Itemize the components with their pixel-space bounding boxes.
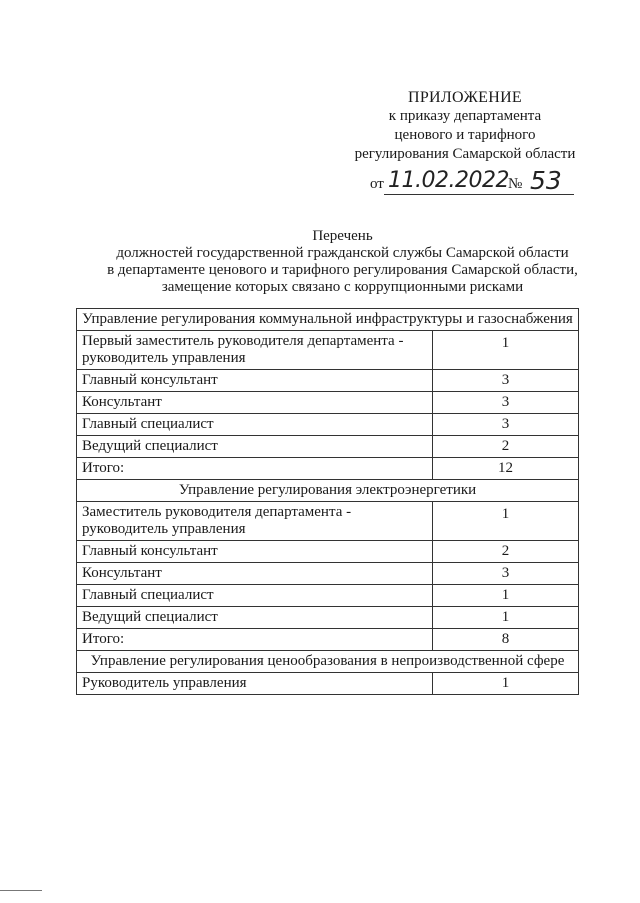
positions-table [76, 308, 579, 695]
count-cell: 3 [433, 414, 579, 436]
table-row [77, 414, 579, 436]
order-from-label: от [370, 176, 384, 192]
count-cell: 1 [433, 502, 579, 541]
table-row [77, 370, 579, 392]
position-cell: Главный специалист [77, 414, 433, 436]
order-number: 53 [530, 166, 562, 195]
position-cell: Первый заместитель руководителя департамента - руководитель управления [77, 331, 433, 370]
order-number-sign: № [508, 176, 523, 192]
page-edge-mark [0, 890, 42, 891]
section-title: Управление регулирования ценообразования в непроизводственной сфере [77, 651, 579, 673]
count-cell: 2 [433, 541, 579, 563]
count-cell: 1 [433, 585, 579, 607]
section-title: Управление регулирования электроэнергетики [77, 480, 579, 502]
position-cell: Заместитель руководителя департамента - руководитель управления [77, 502, 433, 541]
heading-line-3: в департаменте ценового и тарифного регулирования Самарской области, [107, 262, 578, 278]
count-cell: 8 [433, 629, 579, 651]
position-cell: Консультант [77, 392, 433, 414]
table-row [77, 392, 579, 414]
heading-line-2: должностей государственной гражданской службы Самарской области [116, 245, 569, 261]
table-row [77, 331, 579, 370]
appendix-line-3: регулирования Самарской области [354, 146, 576, 162]
table-row [77, 673, 579, 695]
position-cell: Руководитель управления [77, 673, 433, 695]
position-cell: Итого: [77, 629, 433, 651]
count-cell: 1 [433, 331, 579, 370]
count-cell: 3 [433, 392, 579, 414]
count-cell: 1 [433, 607, 579, 629]
position-cell: Главный специалист [77, 585, 433, 607]
position-cell: Консультант [77, 563, 433, 585]
position-cell: Итого: [77, 458, 433, 480]
heading-line-4: замещение которых связано с коррупционными рисками [161, 279, 524, 295]
position-cell: Ведущий специалист [77, 607, 433, 629]
section-header [77, 309, 579, 331]
appendix-title: ПРИЛОЖЕНИЕ [407, 89, 522, 106]
order-date: 11.02.2022 [388, 168, 509, 193]
table-row [77, 502, 579, 541]
count-cell: 12 [433, 458, 579, 480]
table-row-total [77, 458, 579, 480]
count-cell: 3 [433, 370, 579, 392]
table-row [77, 585, 579, 607]
position-cell: Главный консультант [77, 541, 433, 563]
table-row [77, 563, 579, 585]
appendix-line-2: ценового и тарифного [394, 127, 536, 143]
order-underline [384, 194, 574, 195]
table-row [77, 436, 579, 458]
table-row-total [77, 629, 579, 651]
heading-line-1: Перечень [312, 228, 373, 244]
table-row [77, 541, 579, 563]
section-title: Управление регулирования коммунальной инфраструктуры и газоснабжения [77, 309, 579, 331]
count-cell: 1 [433, 673, 579, 695]
position-cell: Ведущий специалист [77, 436, 433, 458]
table-row [77, 607, 579, 629]
count-cell: 2 [433, 436, 579, 458]
appendix-line-1: к приказу департамента [388, 108, 542, 124]
position-cell: Главный консультант [77, 370, 433, 392]
count-cell: 3 [433, 563, 579, 585]
appendix-header [340, 88, 590, 164]
section-header [77, 480, 579, 502]
order-date-line [370, 168, 580, 196]
document-heading [90, 228, 595, 296]
section-header [77, 651, 579, 673]
